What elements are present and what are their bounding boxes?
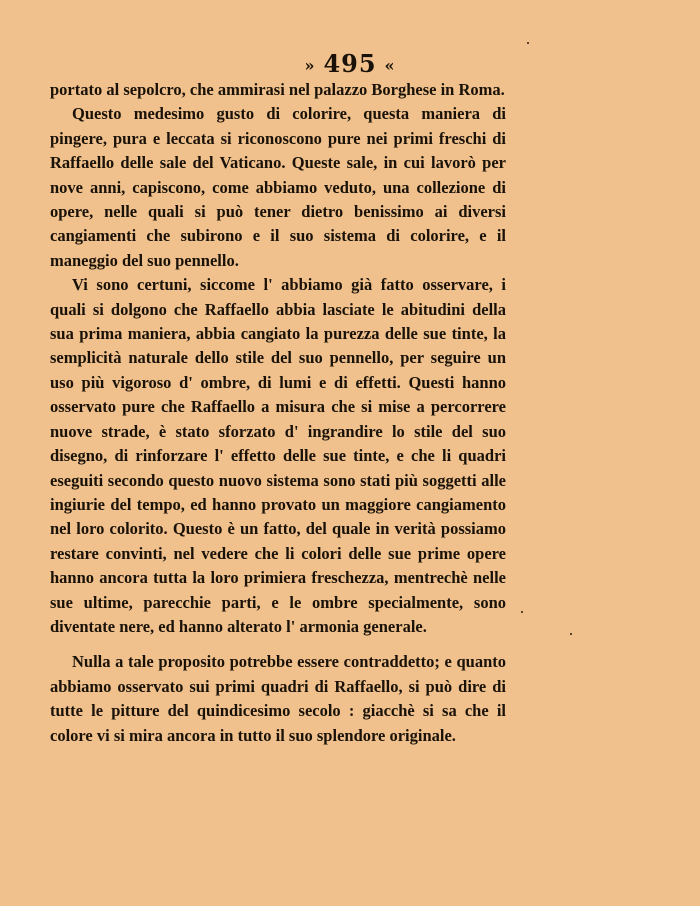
paper-speck — [527, 42, 529, 44]
paragraph: Nulla a tale proposito potrebbe essere contraddetto; e quanto abbiamo osservato sui primi quadri di Raffaello, si può dire di tutte le pitture del quindicesimo secolo : giacchè si sa che il colore vi si mira ancora in tutto il suo splendore originale. — [50, 652, 506, 745]
paragraph: Questo medesimo gusto di colorire, questa maniera di pingere, pura e leccata si riconoscono pure nei primi freschi di Raffaello delle sale del Vaticano. Queste sale, in cui lavorò per nove anni, capiscono, come abbiamo veduto, una collezione di opere, nelle quali si può tener dietro benissimo ai diversi cangiamenti che subirono e il suo sistema di colorire, e il maneggio del suo pennello. — [50, 104, 506, 270]
page-header — [0, 50, 700, 80]
paragraph: Vi sono certuni, siccome l' abbiamo già fatto osservare, i quali si dolgono che Raffaello abbia lasciate le abitudini della sua prima maniera, abbia cangiato la purezza delle sue tinte, la semplicità naturale dello stile del suo pennello, per seguire un uso più vigoroso d' ombre, di lumi e di effetti. Questi hanno osservato pure che Raffaello a misura che si mise a percorrere nuove strade, è stato sforzato d' ingrandire lo stile del suo disegno, di rinforzare l' effetto delle sue tinte, e che li quadri eseguiti secondo questo nuovo sistema sono stati più soggetti alle ingiurie del tempo, ed hanno provato un maggiore cangiamento nel loro colorito. Questo è un fatto, del quale in verità possiamo restare convinti, nel vedere che li colori delle sue prime opere hanno ancora tutta la loro primiera freschezza, mentrechè nelle sue ultime, parecchie parti, e le ombre specialmente, sono diventate nere, ed hanno alterato l' armonia generale. — [50, 275, 506, 636]
paper-speck — [570, 633, 572, 635]
paper-speck — [521, 611, 523, 613]
left-ornament: » — [304, 55, 316, 75]
right-ornament: « — [384, 55, 396, 75]
paragraph-continuation: portato al sepolcro, che ammirasi nel palazzo Borghese in Roma. — [50, 80, 505, 99]
page-number: 495 — [323, 49, 377, 78]
body-text — [50, 78, 506, 748]
